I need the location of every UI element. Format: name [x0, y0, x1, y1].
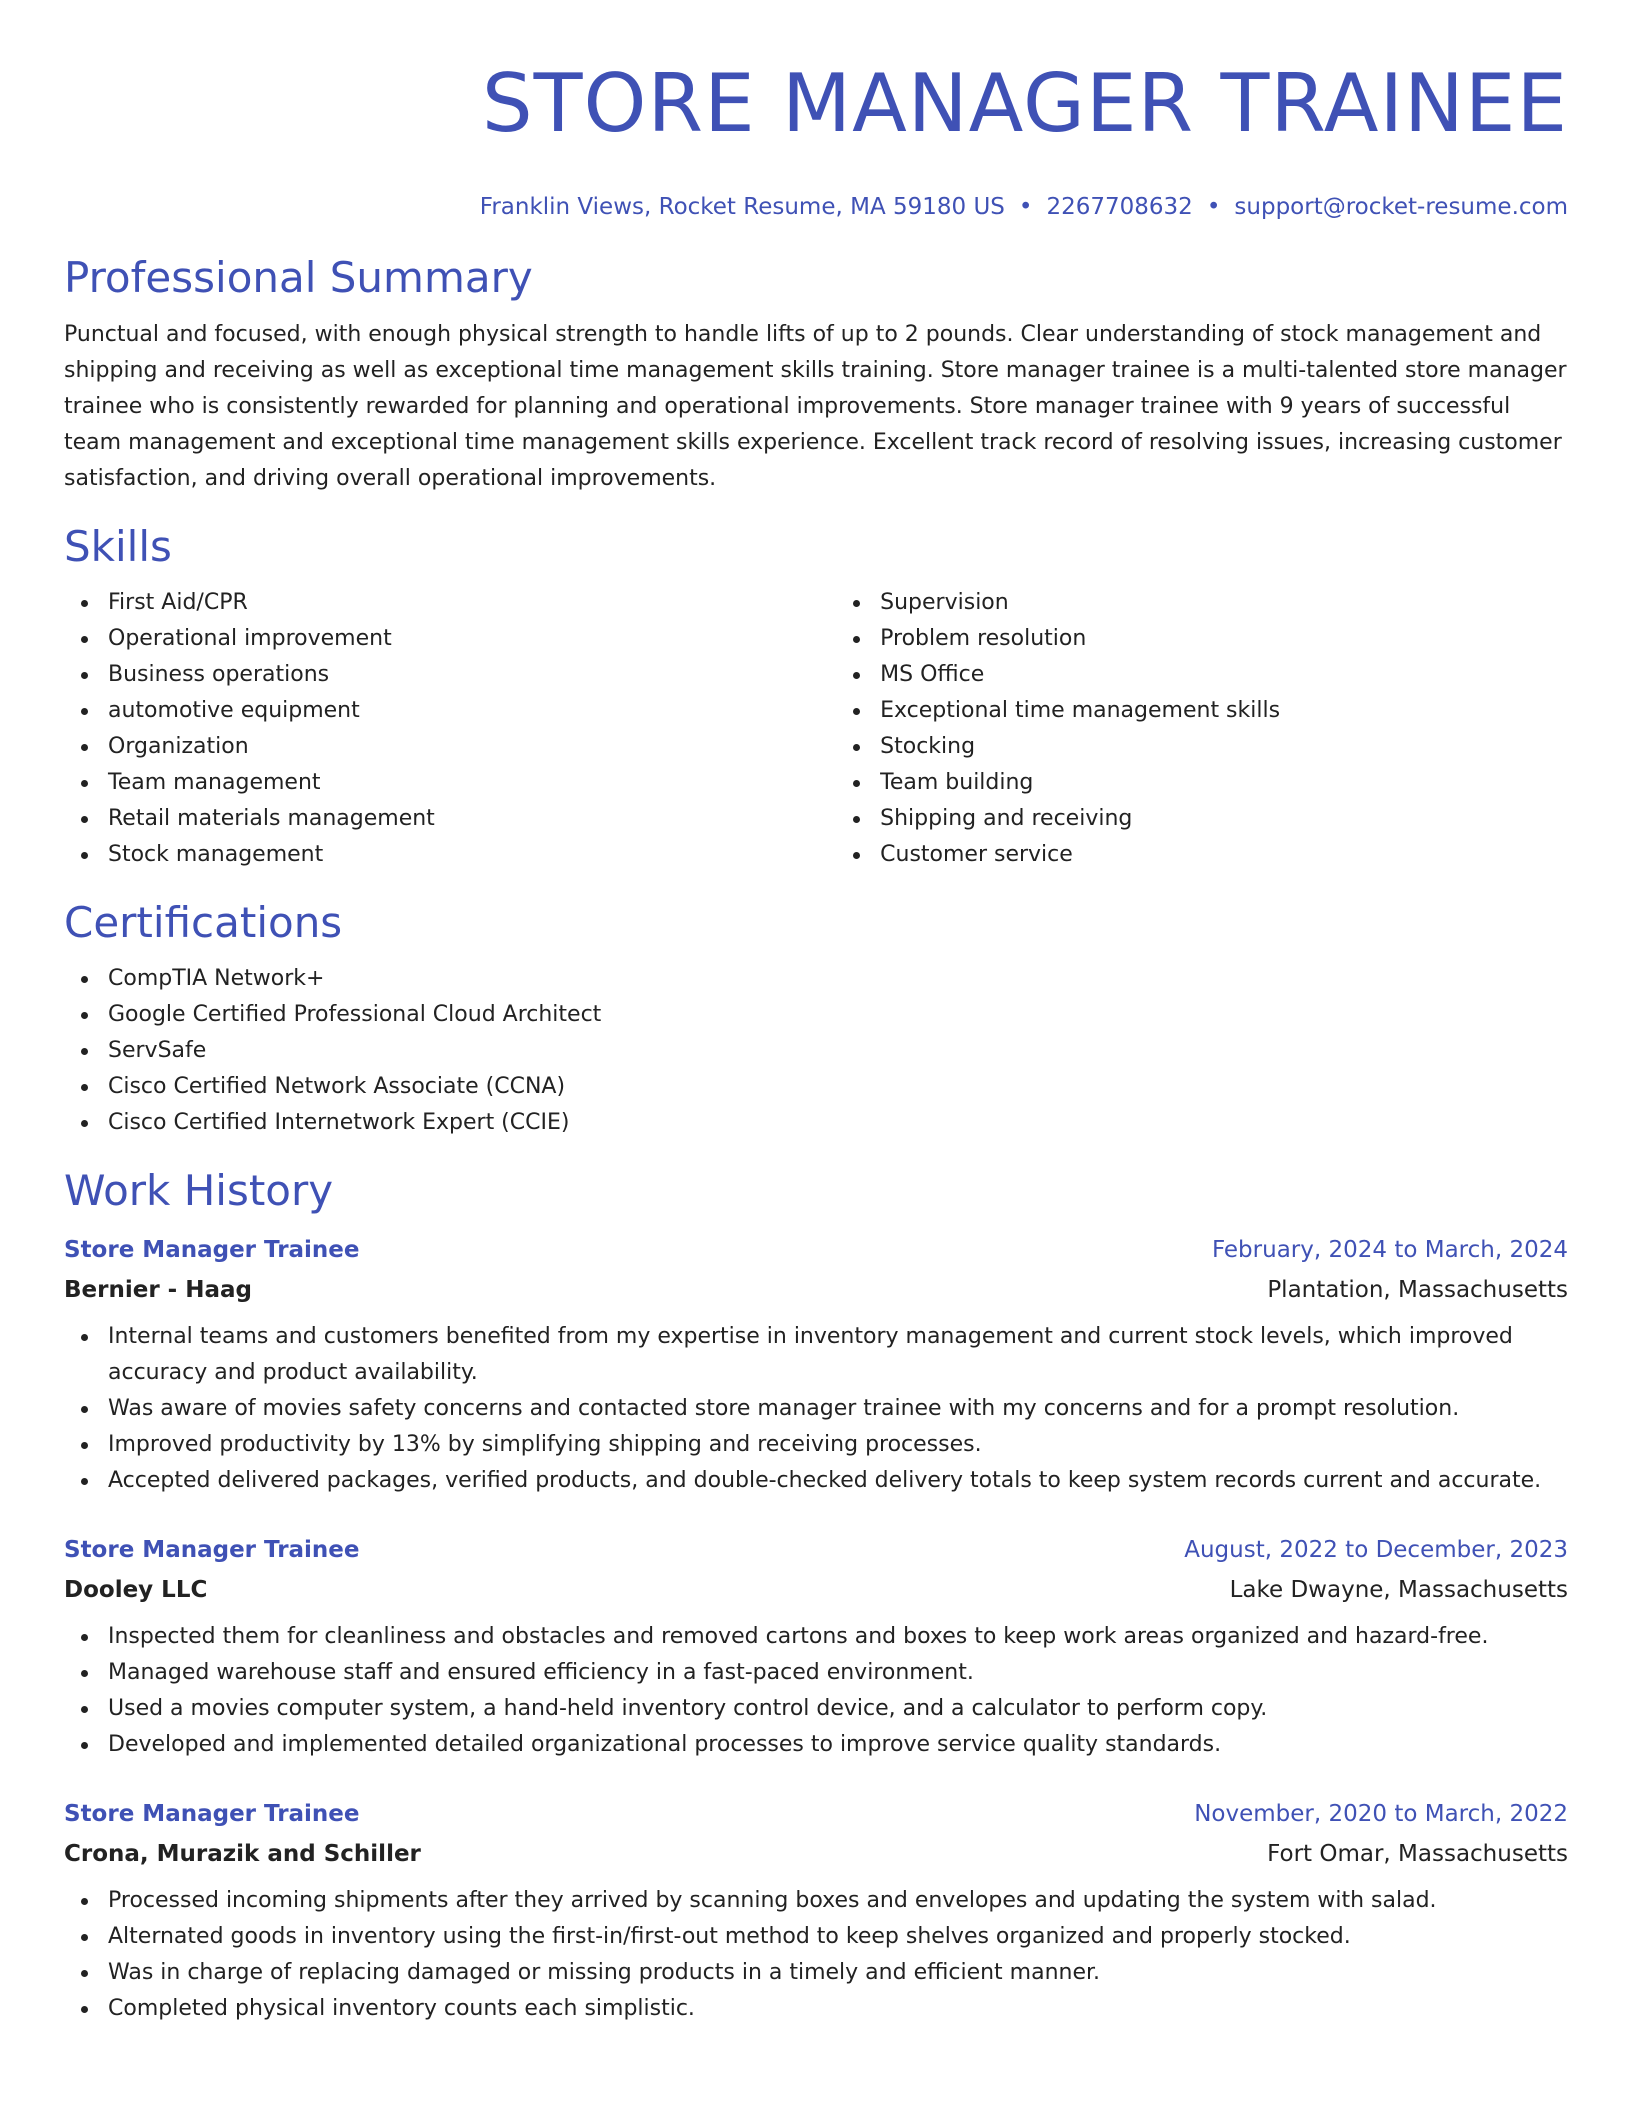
skill-item: Exceptional time management skills	[880, 693, 1568, 729]
skill-item: Business operations	[108, 657, 836, 693]
job-bullet: Was in charge of replacing damaged or missing products in a timely and efficient manner.	[108, 1955, 1568, 1991]
skill-item: automotive equipment	[108, 693, 836, 729]
job-bullet: Developed and implemented detailed organizational processes to improve service quality standards.	[108, 1727, 1568, 1763]
contact-address: Franklin Views, Rocket Resume, MA 59180 US	[479, 194, 1005, 220]
job-location: Lake Dwayne, Massachusetts	[1229, 1577, 1568, 1603]
job-title: Store Manager Trainee	[64, 1801, 360, 1827]
job-dates: August, 2022 to December, 2023	[1184, 1537, 1568, 1563]
skill-item: Organization	[108, 729, 836, 765]
skill-item: Supervision	[880, 585, 1568, 621]
skill-item: Stocking	[880, 729, 1568, 765]
contact-separator: •	[1206, 194, 1221, 220]
job-bullet: Processed incoming shipments after they arrived by scanning boxes and envelopes and updating the system with salad.	[108, 1883, 1568, 1919]
skills-column-right	[836, 585, 1568, 873]
job-bullet: Alternated goods in inventory using the first-in/first-out method to keep shelves organized and properly stocked.	[108, 1919, 1568, 1955]
job-bullets	[64, 1319, 1568, 1499]
job-company: Bernier - Haag	[64, 1277, 252, 1303]
skill-item: MS Office	[880, 657, 1568, 693]
job-bullet: Accepted delivered packages, verified products, and double-checked delivery totals to keep system records current and accurate.	[108, 1463, 1568, 1499]
job-bullet: Completed physical inventory counts each simplistic.	[108, 1991, 1568, 2027]
certification-item: Cisco Certified Internetwork Expert (CCIE)	[108, 1105, 1568, 1141]
job-header	[64, 1233, 1568, 1267]
job-title: Store Manager Trainee	[64, 1237, 360, 1263]
certification-item: CompTIA Network+	[108, 961, 1568, 997]
skill-item: Team management	[108, 765, 836, 801]
skill-item: Problem resolution	[880, 621, 1568, 657]
job-subheader	[64, 1831, 1568, 1871]
job-entry	[64, 1797, 1568, 2027]
job-location: Plantation, Massachusetts	[1267, 1277, 1568, 1303]
skills-list	[64, 585, 1568, 873]
skills-column-left	[64, 585, 836, 873]
skill-item: First Aid/CPR	[108, 585, 836, 621]
skills-heading: Skills	[64, 522, 172, 571]
contact-email: support@rocket-resume.com	[1234, 194, 1568, 220]
certification-item: Google Certified Professional Cloud Architect	[108, 997, 1568, 1033]
job-dates: February, 2024 to March, 2024	[1211, 1237, 1568, 1263]
job-bullet: Managed warehouse staff and ensured efficiency in a fast-paced environment.	[108, 1655, 1568, 1691]
skill-item: Team building	[880, 765, 1568, 801]
skill-item: Customer service	[880, 837, 1568, 873]
summary-text: Punctual and focused, with enough physical strength to handle lifts of up to 2 pounds. Clear understanding of stock management and shipping and receiving as well as exceptional time management skills training. Store manager trainee is a multi-talented store manager trainee who is consistently rewarded for planning and operational improvements. Store manager trainee with 9 years of successful team management and exceptional time management skills experience. Excellent track record of resolving issues, increasing customer satisfaction, and driving overall operational improvements.	[64, 322, 1567, 491]
skill-item: Retail materials management	[108, 801, 836, 837]
work-history-heading: Work History	[64, 1166, 334, 1215]
resume-title: STORE MANAGER TRAINEE	[481, 57, 1568, 150]
job-dates: November, 2020 to March, 2022	[1194, 1801, 1568, 1827]
certification-item: ServSafe	[108, 1033, 1568, 1069]
job-header	[64, 1533, 1568, 1567]
skill-item: Stock management	[108, 837, 836, 873]
certifications-list	[64, 961, 1568, 1141]
contact-phone: 2267708632	[1046, 194, 1193, 220]
job-company: Crona, Murazik and Schiller	[64, 1841, 421, 1867]
job-title: Store Manager Trainee	[64, 1537, 360, 1563]
job-company: Dooley LLC	[64, 1577, 208, 1603]
job-bullet: Inspected them for cleanliness and obstacles and removed cartons and boxes to keep work areas organized and hazard-free.	[108, 1619, 1568, 1655]
skill-item: Shipping and receiving	[880, 801, 1568, 837]
summary-heading: Professional Summary	[64, 253, 533, 302]
job-bullet: Used a movies computer system, a hand-held inventory control device, and a calculator to perform copy.	[108, 1691, 1568, 1727]
job-location: Fort Omar, Massachusetts	[1267, 1841, 1568, 1867]
certification-item: Cisco Certified Network Associate (CCNA)	[108, 1069, 1568, 1105]
job-bullet: Improved productivity by 13% by simplifying shipping and receiving processes.	[108, 1427, 1568, 1463]
job-bullets	[64, 1619, 1568, 1763]
job-subheader	[64, 1267, 1568, 1307]
job-bullets	[64, 1883, 1568, 2027]
job-bullet: Internal teams and customers benefited from my expertise in inventory management and current stock levels, which improved accuracy and product availability.	[108, 1319, 1568, 1391]
certifications-heading: Certifications	[64, 898, 343, 947]
skill-item: Operational improvement	[108, 621, 836, 657]
contact-separator: •	[1018, 194, 1033, 220]
job-subheader	[64, 1567, 1568, 1607]
job-entry	[64, 1533, 1568, 1763]
job-entry	[64, 1233, 1568, 1499]
job-bullet: Was aware of movies safety concerns and contacted store manager trainee with my concerns and for a prompt resolution.	[108, 1391, 1568, 1427]
job-header	[64, 1797, 1568, 1831]
contact-line	[64, 192, 1568, 222]
